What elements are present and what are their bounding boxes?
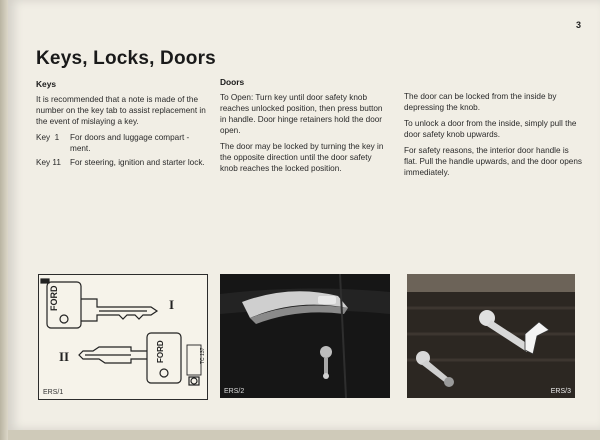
keys-heading: Keys [36, 79, 57, 89]
exterior-handle-photo [220, 274, 390, 398]
page-number: 3 [575, 20, 581, 30]
key-brand-text: FORD [156, 340, 165, 363]
key-label: Key 11 [36, 158, 61, 167]
key-tag-number: TC 137 [200, 347, 206, 364]
key-item [36, 132, 206, 154]
doors-paragraph: The door may be locked by turning the key in the opposite direction until the door safety knob reaches the locked position. [220, 142, 384, 173]
keys-intro: It is recommended that a note is made of the number on the key tab to assist replacement in the event of mislaying a key. [36, 95, 206, 126]
interior-paragraph: To unlock a door from the inside, simply pull the door safety knob upwards. [404, 119, 577, 139]
interior-paragraph: The door can be locked from the inside by depressing the knob. [404, 92, 557, 112]
key-description: For steering, ignition and starter lock. [70, 158, 205, 167]
exterior-handle-drawing [220, 274, 390, 398]
interior-handle-photo [407, 274, 575, 398]
key-label-ii: II [59, 349, 70, 364]
key-description: For doors and luggage compart - ment. [70, 133, 190, 153]
book-binding [0, 0, 8, 440]
keys-drawing [39, 275, 207, 399]
key-label: Key 1 [36, 133, 60, 142]
key-item [36, 157, 206, 168]
doors-paragraph: To Open: Turn key until door safety knob reaches unlocked position, then press button in handle. Door hinge retainers hold the door open. [220, 93, 383, 135]
interior-paragraph: For safety reasons, the interior door handle is flat. Pull the handle upwards, and the door opens immediately. [404, 146, 582, 177]
figure-caption: ERS/2 [224, 388, 245, 395]
interior-handle-drawing [407, 274, 575, 398]
key-label-i: I [169, 297, 175, 312]
figure-caption: ERS/1 [43, 389, 64, 396]
keys-illustration [38, 274, 208, 400]
doors-column [220, 77, 388, 179]
key-brand-text: FORD [49, 285, 59, 311]
interior-locks-column [404, 91, 584, 183]
keys-column [36, 79, 206, 171]
figure-caption: ERS/3 [550, 388, 571, 395]
page-title: Keys, Locks, Doors [36, 48, 216, 69]
manual-page [8, 0, 600, 430]
doors-heading: Doors [220, 77, 245, 87]
